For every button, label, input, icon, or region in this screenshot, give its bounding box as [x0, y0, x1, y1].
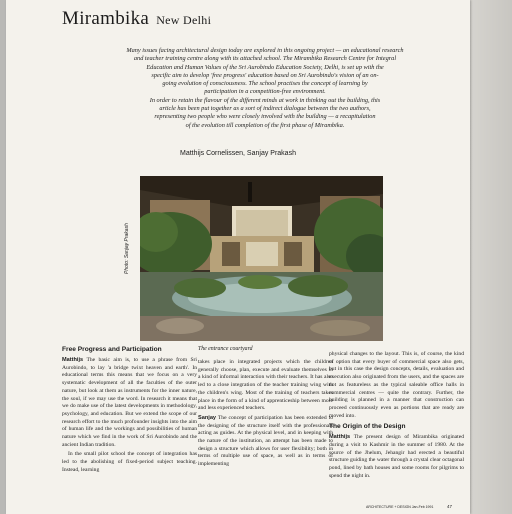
paragraph: In the small pilot school the concept of integration has led to the abolishing of fixed-period subject teaching. Instead, learning	[62, 451, 197, 473]
paragraph-text: The basic aim is, to use a phrase from Sri Aurobindo, to lay 'a bridge twixt heaven and earth'. In educational terms this means that we focus on a very systematic development of all the faculties of the outer nature, but look at them as instruments for the inner nature, the soul, if we may use the word. In research it means that we do make use of the latest developments in methodology, psychology, and education. But we extend the scope of our research effort to the much profounder insights into the aim of human life and the workings and possibilities of human nature which we find in the work of Sri Aurobindo and the ancient Indian tradition.	[62, 357, 197, 448]
intro-line: article has been put together as a sort of indirect dialogue between the two authors,	[159, 105, 371, 113]
magazine-page	[6, 0, 470, 514]
paragraph: physical changes to the layout. This is, of course, the kind of option that every buyer of commercial space also gets, but in this case the design concepts, details, evaluation and execution also originated from the users, and the spaces are not as featureless as the typical saleable office halls in commercial centres — quite the contrary. Further, the building is planned in a manner that construction can proceed continuously even as portions that are ready are moved into.	[329, 351, 464, 419]
intro-line: specific aim to develop 'free progress' education based on Sri Aurobindo's vision of an on-	[151, 71, 379, 79]
section-heading: The Origin of the Design	[329, 423, 406, 431]
column-2	[198, 359, 333, 471]
intro-line: and teacher training centre along with its attached school. The Mirambika Research Centre for Integral	[133, 55, 397, 63]
speaker-name: Matthijs	[329, 434, 351, 441]
title-city: New Delhi	[156, 13, 212, 27]
authors-byline: Matthijs Cornelissen, Sanjay Prakash	[180, 150, 296, 157]
photo-credit: Photo: Sanjay Prakash	[124, 223, 130, 274]
page-number: 47	[447, 504, 453, 509]
photo-caption: The entrance courtyard	[198, 346, 253, 352]
intro-line: Education and Human Values of the Sri Aurobindo Education Society, Delhi, is set up with the	[146, 63, 384, 71]
intro-line: of the evolution till completion of the first phase of Mirambika.	[185, 121, 345, 129]
intro-line: participation in a competition-free environment.	[204, 88, 326, 96]
paragraph	[329, 434, 464, 480]
intro-line: In order to retain the flavour of the different minds at work in thinking out the building, this	[149, 96, 381, 104]
intro-line: representing two people who were closely involved with the building — a recapitulation	[154, 113, 376, 121]
magazine-footer: ARCHITECTURE + DESIGN Jan-Feb 1991	[366, 505, 434, 509]
speaker-name: Sanjay	[198, 414, 217, 421]
adjacent-page-edge	[470, 0, 512, 514]
paragraph-text: The concept of participation has been extended to the designing of the structure itself with the professionals acting as guides. At the physical level, and in keeping with the nature of the institution, an attempt has been made to design a structure which allows for user flexibility; both in terms of multiple use of space, as well as in terms of implementing	[198, 414, 333, 468]
paragraph	[198, 415, 333, 469]
courtyard-photo	[140, 176, 383, 341]
speaker-name: Matthijs	[62, 357, 84, 363]
paragraph-text: The present design of Mirambika originated during a visit to Kashmir in the summer of 1980. At the source of the Jhelum, Jehangir had erected a beautiful structure guiding the water through a crystal clear octagonal pond, lined by bath houses and some rooms for pilgrims to spend the night in.	[329, 434, 464, 479]
section-heading: Free Progress and Participation	[62, 346, 162, 353]
intro-line: going evolution of consciousness. The school practises the concept of learning by	[162, 80, 368, 88]
intro-paragraph	[100, 47, 430, 130]
column-1	[62, 346, 197, 477]
paragraph: takes place in integrated projects which the children generally choose, plan, execute and evaluate themselves in a kind of informal interaction with their teachers. It has also led to a close integration of the teacher training wing with the children's wing. Most of the training of teachers takes place in the form of a kind of apprenticeship between more and less experienced teachers.	[198, 359, 333, 412]
title-text: Mirambika	[62, 8, 150, 29]
intro-line: Many issues facing architectural design today are explored in this ongoing project — an educational research	[126, 47, 404, 54]
paragraph	[62, 357, 197, 449]
article-title	[62, 8, 211, 30]
column-3	[329, 351, 464, 483]
